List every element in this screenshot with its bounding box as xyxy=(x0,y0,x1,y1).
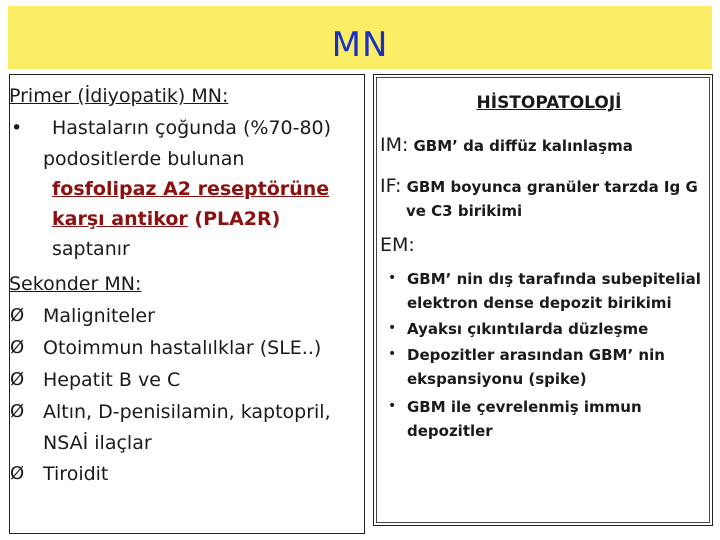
arrow-bullet-icon: Ø xyxy=(10,369,25,390)
receptor-highlight: fosfolipaz A2 reseptörüne xyxy=(52,178,330,200)
arrow-bullet-icon: Ø xyxy=(10,401,25,422)
list-item xyxy=(9,332,359,364)
primary-bullet xyxy=(9,112,359,264)
if-row xyxy=(380,173,710,222)
em-item-line-2: depozitler xyxy=(407,422,493,440)
em-item-line-1: GBM’ nin dış tarafında subepitelial xyxy=(407,270,701,288)
arrow-bullet-icon: Ø xyxy=(10,337,25,358)
im-text: GBM’ da diffüz kalınlaşma xyxy=(413,137,633,155)
im-row xyxy=(380,132,710,159)
bullet-icon: • xyxy=(388,346,397,362)
detected-text: saptanır xyxy=(52,238,130,260)
bullet-icon: • xyxy=(388,320,397,336)
list-item xyxy=(9,300,359,332)
list-item-text: Hepatit B ve C xyxy=(43,369,181,391)
list-item-text: Otoimmun hastalılklar (SLE..) xyxy=(43,337,322,359)
bullet-icon: • xyxy=(388,270,397,286)
if-label: IF: xyxy=(380,175,402,197)
em-list xyxy=(380,267,710,443)
list-item xyxy=(9,364,359,396)
right-panel xyxy=(380,90,710,443)
em-label: EM: xyxy=(380,234,415,256)
pla2r-highlight: (PLA2R) xyxy=(187,208,281,230)
list-item xyxy=(9,428,359,458)
primary-line-1: Hastaların çoğunda (%70-80) xyxy=(52,117,332,139)
primary-line-3 xyxy=(52,174,359,204)
title-bar xyxy=(8,6,712,69)
if-text-1: GBM boyunca granüler tarzda Ig G xyxy=(406,178,698,196)
left-panel xyxy=(9,80,359,490)
if-text-2: ve C3 birikimi xyxy=(406,202,523,220)
em-item-line-2: elektron dense depozit birikimi xyxy=(407,294,672,312)
secondary-heading: Sekonder MN: xyxy=(9,273,142,295)
em-item-line-1: Ayaksı çıkıntılarda düzleşme xyxy=(407,320,649,338)
histopathology-heading: HİSTOPATOLOJİ xyxy=(476,93,622,113)
em-item-line-2: ekspansiyonu (spike) xyxy=(407,370,587,388)
list-item-text: Altın, D-penisilamin, kaptopril, xyxy=(43,401,331,423)
bullet-icon: • xyxy=(388,398,397,414)
list-item xyxy=(9,396,359,428)
slide-title: MN xyxy=(331,25,389,65)
arrow-bullet-icon: Ø xyxy=(10,305,25,326)
primary-line-2: podositlerde bulunan xyxy=(43,148,245,170)
primary-line-4 xyxy=(52,204,359,264)
em-item-line-1: Depozitler arasından GBM’ nin xyxy=(407,346,665,364)
im-label: IM: xyxy=(380,134,409,156)
arrow-bullet-icon: Ø xyxy=(10,463,25,484)
list-item xyxy=(380,395,710,443)
list-item xyxy=(380,267,710,315)
list-item xyxy=(380,317,710,341)
list-item-text: NSAİ ilaçlar xyxy=(43,432,152,454)
antibody-highlight: karşı antikor xyxy=(52,208,188,230)
secondary-list xyxy=(9,300,359,490)
list-item xyxy=(9,458,359,490)
em-row xyxy=(380,230,710,261)
em-item-line-1: GBM ile çevrelenmiş immun xyxy=(407,398,642,416)
bullet-icon: • xyxy=(11,117,23,139)
list-item xyxy=(380,343,710,391)
primary-heading: Primer (İdiyopatik) MN: xyxy=(9,85,229,107)
list-item-text: Tiroidit xyxy=(43,463,109,485)
list-item-text: Maligniteler xyxy=(43,305,155,327)
